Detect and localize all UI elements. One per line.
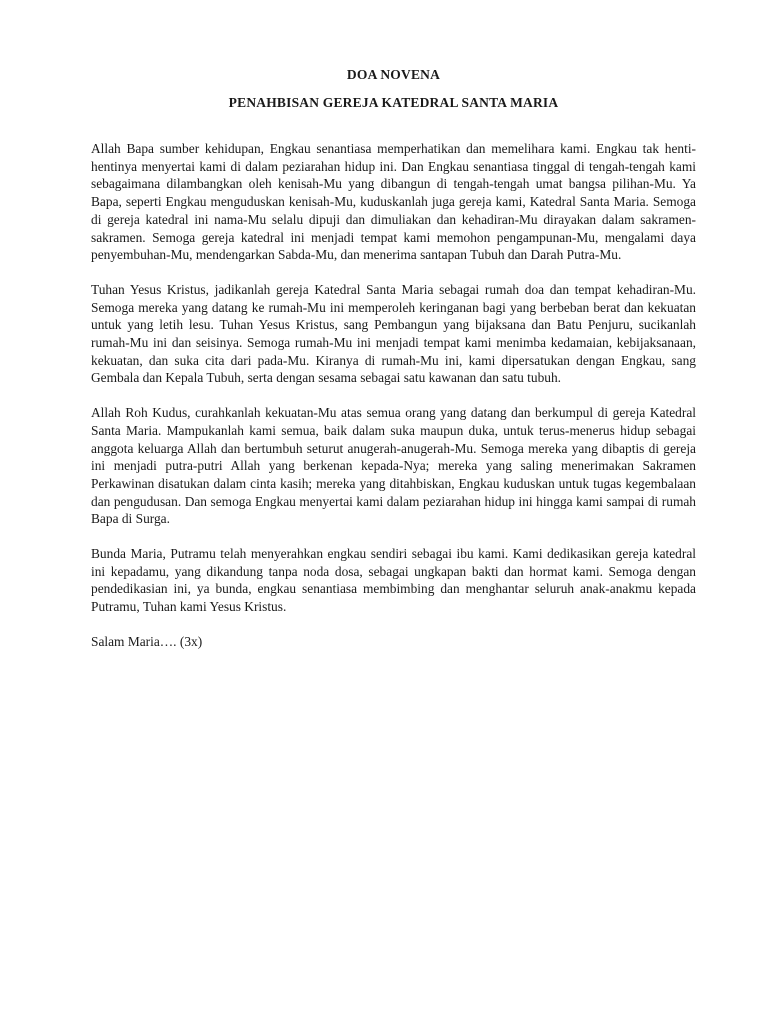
document-title: DOA NOVENA <box>346 67 441 82</box>
document-subtitle: PENAHBISAN GEREJA KATEDRAL SANTA MARIA <box>228 95 559 110</box>
paragraph-holy-spirit: Allah Roh Kudus, curahkanlah kekuatan-Mu atas semua orang yang datang dan berkumpul di gereja Katedral Santa Maria. Mampukanlah kami semua, baik dalam suka maupun duka, untuk terus-menerus hidup sebagai anggota keluarga Allah dan bertumbuh seturut anugerah-anugerah-Mu. Semoga mereka yang dibaptis di gereja ini menjadi putra-putri Allah yang berkenan kepada-Nya; mereka yang saling menerimakan Sakramen Perkawinan disatukan dalam cinta kasih; mereka yang ditahbiskan, Engkau kuduskan untuk tugas kegembalaan dan pengudusan. Dan semoga Engkau menyertai kami dalam peziarahan hidup ini hingga kami sampai di rumah Bapa di Surga. <box>91 405 696 527</box>
document-body <box>91 140 696 651</box>
paragraph-god-the-father: Allah Bapa sumber kehidupan, Engkau senantiasa memperhatikan dan memelihara kami. Engkau tak henti-hentinya menyertai kami di dalam peziarahan hidup ini. Dan Engkau senantiasa tinggal di tengah-tengah kami sebagaimana dilambangkan oleh kenisah-Mu yang dibangun di tengah-tengah umat bangsa pilihan-Mu. Ya Bapa, seperti Engkau menguduskan kenisah-Mu, kuduskanlah juga gereja kami, Katedral Santa Maria. Semoga di gereja katedral ini nama-Mu selalu dipuji dan dimuliakan dan kehadiran-Mu dirayakan dalam sakramen-sakramen. Semoga gereja katedral ini menjadi tempat kami memohon pengampunan-Mu, mengalami daya penyembuhan-Mu, mendengarkan Sabda-Mu, dan menerima santapan Tubuh dan Darah Putra-Mu. <box>91 141 696 263</box>
closing-line: Salam Maria…. (3x) <box>91 633 203 649</box>
paragraph-jesus-christ: Tuhan Yesus Kristus, jadikanlah gereja Katedral Santa Maria sebagai rumah doa dan tempat kehadiran-Mu. Semoga mereka yang datang ke rumah-Mu ini memperoleh keringanan bagi yang berbeban berat dan kekuatan untuk yang letih lesu. Tuhan Yesus Kristus, sang Pembangun yang bijaksana dan Batu Penjuru, sucikanlah rumah-Mu ini dan seisinya. Semoga rumah-Mu ini menjadi tempat kami menimba kedamaian, kebijaksanaan, kekuatan, dan suka cita dari pada-Mu. Kiranya di rumah-Mu ini, kami dipersatukan dengan Engkau, sang Gembala dan Kepala Tubuh, serta dengan sesama sebagai satu kawanan dan satu tubuh. <box>91 281 696 386</box>
paragraph-mother-mary: Bunda Maria, Putramu telah menyerahkan engkau sendiri sebagai ibu kami. Kami dedikasikan gereja katedral ini kepadamu, yang dikandung tanpa noda dosa, sebagai ungkapan bakti dan hormat kami. Semoga dengan pendedikasian ini, ya bunda, engkau senantiasa membimbing dan menghantar seluruh anak-anakmu kepada Putramu, Tuhan kami Yesus Kristus. <box>91 546 696 615</box>
